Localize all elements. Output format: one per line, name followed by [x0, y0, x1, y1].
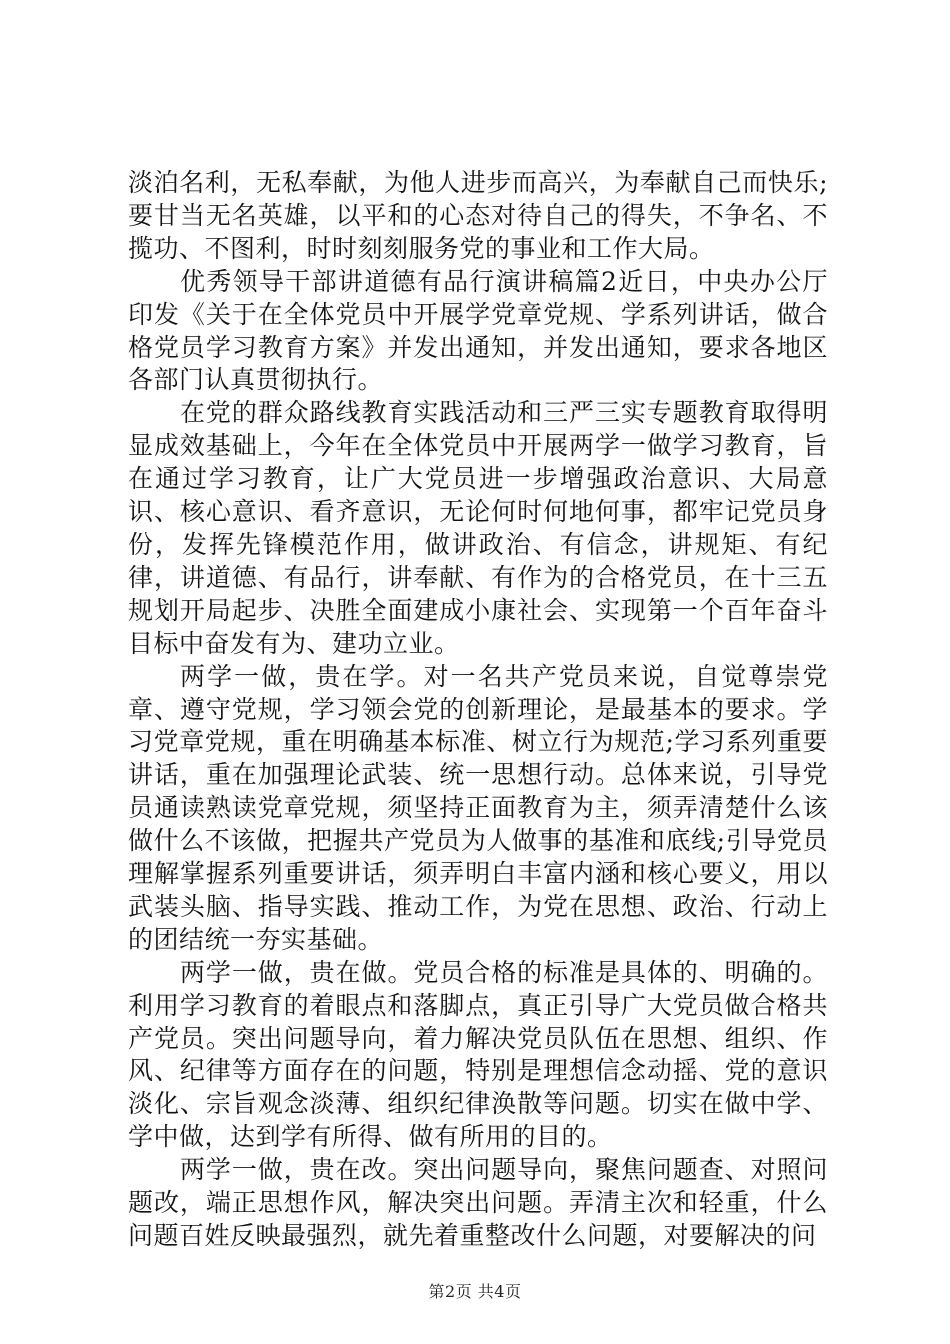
paragraph: 两学一做，贵在改。突出问题导向，聚焦问题查、对照问题改，端正思想作风，解决突出问题。弄清主次和轻重，什么问题百姓反映最强烈，就先着重整改什么问题，对要解决的问 [128, 1155, 828, 1250]
paragraph: 在党的群众路线教育实践活动和三严三实专题教育取得明显成效基础上，今年在全体党员中开展两学一做学习教育，旨在通过学习教育，让广大党员进一步增强政治意识、大局意识、核心意识、看齐意识，无论何时何地何事，都牢记党员身份，发挥先锋模范作用，做讲政治、有信念，讲规矩、有纪律，讲道德、有品行，讲奉献、有作为的合格党员，在十三五规划开局起步、决胜全面建成小康社会、实现第一个百年奋斗目标中奋发有为、建功立业。 [128, 398, 828, 658]
paragraph: 两学一做，贵在做。党员合格的标准是具体的、明确的。利用学习教育的着眼点和落脚点，真正引导广大党员做合格共产党员。突出问题导向，着力解决党员队伍在思想、组织、作风、纪律等方面存在的问题，特别是理想信念动摇、党的意识淡化、宗旨观念淡薄、组织纪律涣散等问题。切实在做中学、学中做，达到学有所得、做有所用的目的。 [128, 957, 828, 1152]
document-body [128, 167, 828, 1253]
paragraph: 两学一做，贵在学。对一名共产党员来说，自觉尊崇党章、遵守党规，学习领会党的创新理论，是最基本的要求。学习党章党规，重在明确基本标准、树立行为规范;学习系列重要讲话，重在加强理论武装、统一思想行动。总体来说，引导党员通读熟读党章党规，须坚持正面教育为主，须弄清楚什么该做什么不该做，把握共产党员为人做事的基准和底线;引导党员理解掌握系列重要讲话，须弄明白丰富内涵和核心要义，用以武装头脑、指导实践、推动工作，为党在思想、政治、行动上的团结统一夯实基础。 [128, 661, 828, 954]
paragraph-continued: 淡泊名利，无私奉献，为他人进步而高兴，为奉献自己而快乐;要甘当无名英雄，以平和的心态对待自己的得失，不争名、不揽功、不图利，时时刻刻服务党的事业和工作大局。 [128, 168, 828, 263]
paragraph: 优秀领导干部讲道德有品行演讲稿篇2近日，中央办公厅印发《关于在全体党员中开展学党章党规、学系列讲话，做合格党员学习教育方案》并发出通知，并发出通知，要求各地区各部门认真贯彻执行。 [128, 266, 828, 395]
page-number-footer: 第2页 共4页 [428, 1282, 522, 1301]
